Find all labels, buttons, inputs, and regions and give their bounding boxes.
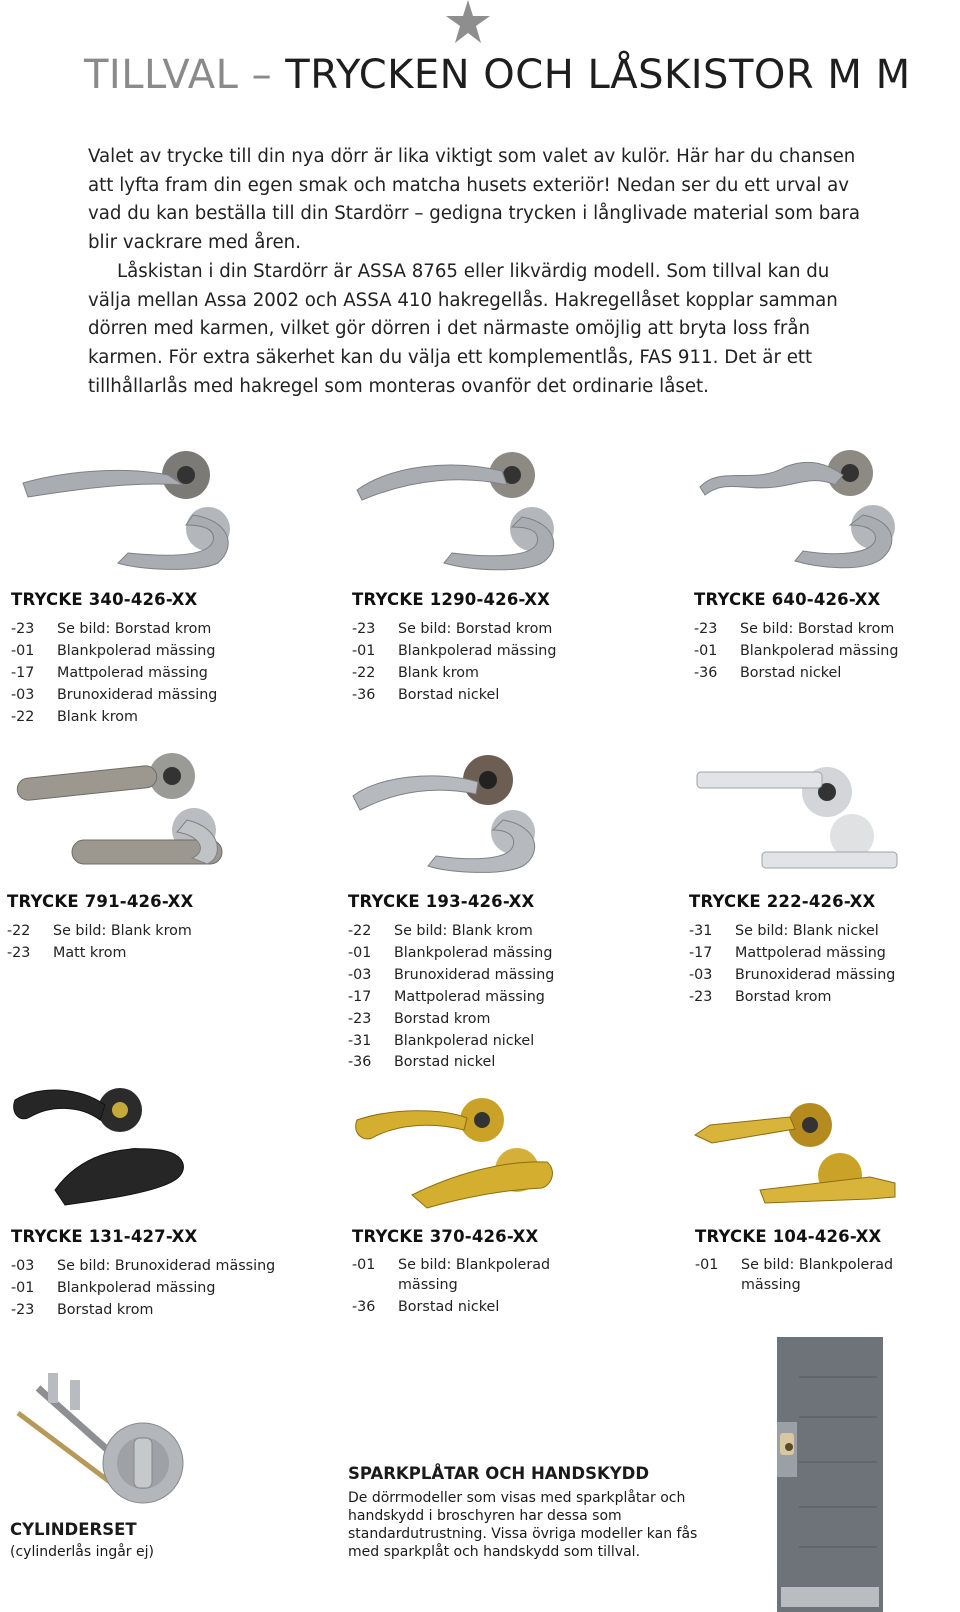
variant-row [11,685,257,707]
variant-desc: Se bild: Borstad krom [740,621,895,637]
variant-code: -22 [11,708,35,725]
product-name: TRYCKE 193-426-XX [348,892,535,911]
variant-desc: Brunoxiderad mässing [57,686,218,703]
variant-desc: Blankpolerad nickel [394,1032,535,1049]
variant-code: -23 [11,1301,35,1318]
intro-text [88,143,868,401]
variant-row [352,1298,598,1318]
variant-row [7,921,253,943]
variant-list [352,1256,598,1318]
variant-code: -23 [694,621,718,637]
product-name: TRYCKE 104-426-XX [695,1227,882,1246]
variant-row [7,943,253,965]
product-name: TRYCKE 1290-426-XX [352,590,551,609]
variant-desc: Blankpolerad mässing [740,642,899,659]
variant-code: -03 [11,1258,35,1274]
variant-list [694,619,940,685]
variant-row [694,663,940,685]
handle-222-image [692,752,907,877]
variant-code: -17 [689,944,713,961]
variant-code: -01 [11,1279,35,1296]
variant-code: -22 [348,923,372,939]
cylinder-title: CYLINDERSET [10,1520,137,1539]
variant-code: -31 [348,1032,372,1049]
variant-desc: Matt krom [53,944,127,961]
variant-desc: Se bild: Borstad krom [398,621,553,637]
variant-list [348,921,594,1074]
variant-list [695,1256,901,1295]
variant-code: -31 [689,923,713,939]
variant-desc: Borstad krom [57,1301,154,1318]
variant-code: -23 [7,944,31,961]
handle-640-image [695,445,905,575]
variant-row [694,619,940,641]
variant-desc: Se bild: Blank krom [394,923,533,939]
product-name: TRYCKE 791-426-XX [7,892,194,911]
variant-row [352,685,598,707]
variant-row [348,943,594,965]
variant-row [11,1300,297,1322]
variant-row [348,1009,594,1031]
variant-row [352,619,598,641]
variant-desc: Se bild: Borstad krom [57,621,212,637]
variant-code: -36 [348,1054,372,1071]
variant-row [689,987,935,1009]
variant-code: -01 [352,1257,376,1273]
variant-desc: Se bild: Blankpolerad mässing [398,1257,551,1293]
cylinder-set-image [8,1368,208,1518]
variant-code: -22 [7,923,31,939]
variant-row [689,921,935,943]
handle-104-image [690,1095,905,1210]
handle-1290-image [352,445,567,575]
variant-code: -23 [11,621,35,637]
variant-row [695,1256,901,1295]
variant-list [689,921,935,1009]
star-icon [446,0,490,44]
variant-desc: Brunoxiderad mässing [735,966,896,983]
variant-desc: Blankpolerad mässing [57,642,216,659]
variant-list [11,1256,297,1322]
variant-code: -23 [352,621,376,637]
cylinder-subtitle: (cylinderlås ingår ej) [10,1544,154,1560]
variant-row [348,1031,594,1053]
handle-131-image [10,1075,190,1210]
variant-code: -01 [11,642,35,659]
product-name: TRYCKE 640-426-XX [694,590,881,609]
variant-row [11,707,257,729]
handle-791-image [12,748,232,878]
variant-desc: Blank krom [57,708,138,725]
variant-desc: Blankpolerad mässing [398,642,557,659]
variant-code: -17 [11,664,35,681]
variant-desc: Blankpolerad mässing [57,1279,216,1296]
variant-list [7,921,253,965]
sparkplatar-title: SPARKPLÅTAR OCH HANDSKYDD [348,1464,650,1483]
variant-row [352,663,598,685]
variant-code: -23 [348,1010,372,1027]
door-image [777,1337,883,1612]
variant-row [11,1278,297,1300]
variant-desc: Se bild: Blank nickel [735,923,879,939]
variant-row [352,1256,598,1295]
variant-row [689,943,935,965]
variant-desc: Borstad krom [735,988,832,1005]
product-name: TRYCKE 370-426-XX [352,1227,539,1246]
product-name: TRYCKE 131-427-XX [11,1227,198,1246]
variant-code: -03 [11,686,35,703]
variant-row [11,663,257,685]
sparkplatar-text: De dörrmodeller som visas med sparkplåtar och handskydd i broschyren har dessa som standardutrustning. Vissa övriga modeller kan fås med sparkplåt och handskydd som tillval. [348,1490,698,1560]
variant-desc: Borstad nickel [398,686,500,703]
page-title [84,52,911,98]
variant-desc: Blank krom [398,664,479,681]
variant-desc: Se bild: Blankpolerad mässing [741,1257,894,1293]
variant-code: -01 [695,1257,719,1273]
handle-340-image [18,445,243,575]
variant-desc: Se bild: Blank krom [53,923,192,939]
product-name: TRYCKE 222-426-XX [689,892,876,911]
variant-code: -23 [689,988,713,1005]
variant-code: -01 [694,642,718,659]
variant-code: -17 [348,988,372,1005]
handle-193-image [348,748,548,878]
variant-row [689,965,935,987]
variant-list [352,619,598,707]
variant-desc: Blankpolerad mässing [394,944,553,961]
variant-code: -03 [348,966,372,983]
variant-code: -36 [694,664,718,681]
variant-code: -01 [348,944,372,961]
variant-desc: Se bild: Brunoxiderad mässing [57,1258,276,1274]
variant-row [348,965,594,987]
variant-code: -36 [352,1299,376,1315]
title-prefix: TILLVAL – [84,52,273,98]
variant-row [348,987,594,1009]
variant-row [11,1256,297,1278]
variant-desc: Borstad nickel [740,664,842,681]
intro-paragraph-1: Valet av trycke till din nya dörr är lika viktigt som valet av kulör. Här har du chansen att lyfta fram din egen smak och matcha husets exteriör! Nedan ser du ett urval av vad du kan beställa till din Stardörr – gedigna trycken i långlivade material som bara blir vackrare med åren. [88,146,861,254]
handle-370-image [352,1090,562,1210]
variant-row [11,641,257,663]
variant-row [11,619,257,641]
variant-desc: Borstad nickel [398,1299,500,1315]
variant-code: -03 [689,966,713,983]
variant-row [352,641,598,663]
variant-desc: Mattpolerad mässing [394,988,545,1005]
variant-code: -01 [352,642,376,659]
variant-desc: Mattpolerad mässing [57,664,208,681]
title-main: TRYCKEN OCH LÅSKISTOR M M [285,52,911,98]
variant-desc: Brunoxiderad mässing [394,966,555,983]
intro-paragraph-2: Låskistan i din Stardörr är ASSA 8765 eller likvärdig modell. Som tillval kan du välja mellan Assa 2002 och ASSA 410 hakregellås. Hakregellåset kopplar samman dörren med karmen, vilket gör dörren i det närmaste omöjlig att bryta loss från karmen. För extra säkerhet kan du välja ett komplementlås, FAS 911. Det är ett tillhållarlås med hakregel som monteras ovanför det ordinarie låset. [88,260,838,397]
variant-list [11,619,257,729]
variant-code: -22 [352,664,376,681]
variant-desc: Borstad nickel [394,1054,496,1071]
variant-desc: Borstad krom [394,1010,491,1027]
variant-desc: Mattpolerad mässing [735,944,886,961]
variant-row [348,921,594,943]
product-name: TRYCKE 340-426-XX [11,590,198,609]
variant-code: -36 [352,686,376,703]
variant-row [348,1052,594,1074]
variant-row [694,641,940,663]
